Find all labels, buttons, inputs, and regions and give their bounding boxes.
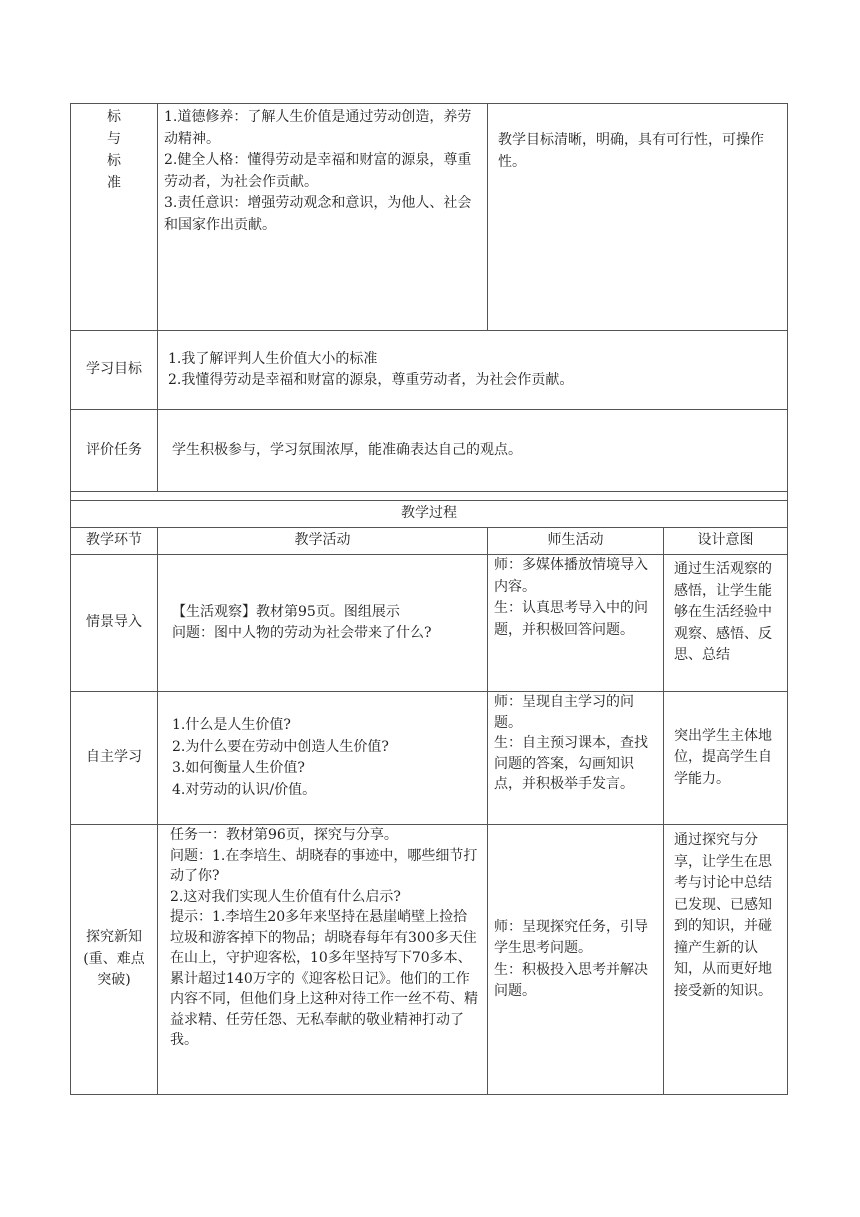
stage-cell (71, 825, 158, 1095)
activity-line: 任务一：教材第96页，探究与分享。 (170, 827, 398, 843)
comment-text: 教学目标清晰，明确，具有可行性，可操作性。 (498, 132, 764, 170)
spacer-row (71, 492, 788, 501)
interaction-cell (488, 555, 664, 692)
intent-cell: 通过生活观察的感悟，让学生能够在生活经验中观察、感悟、反思、总结 (664, 555, 788, 692)
interaction-line: 生：自主预习课本，查找问题的答案，勾画知识点，并积极举手发言。 (494, 735, 648, 792)
interaction-cell (488, 825, 664, 1095)
process-title: 教学过程 (71, 501, 788, 528)
objectives-content (158, 104, 488, 331)
objective-item: 3.责任意识：增强劳动观念和意识，为他人、社会和国家作出贡献。 (164, 195, 472, 233)
stage-cell: 情景导入 (71, 555, 158, 692)
lesson-plan-table (70, 103, 788, 1095)
evaluation-label: 评价任务 (71, 410, 158, 492)
header-activity: 教学活动 (158, 528, 488, 555)
activity-line: 问题：图中人物的劳动为社会带来了什么? (172, 625, 432, 641)
label-char: 标 (107, 153, 121, 169)
activity-line: 3.如何衡量人生价值? (172, 760, 305, 776)
study-goal-item: 1.我了解评判人生价值大小的标准 (168, 350, 378, 367)
interaction-line: 师：多媒体播放情境导入内容。 (494, 557, 648, 595)
header-stage: 教学环节 (71, 528, 158, 555)
objectives-comment (488, 104, 788, 331)
activity-line: 提示：1.李培生20多年来坚持在悬崖峭壁上捡拾垃圾和游客掉下的物品；胡晓春每年有300多天住在山上，守护迎客松，10多年坚持写下70多本、累计超过140万字的《迎客松日记》。他们的工作内容不同，但他们身上这种对待工作一丝不苟、精益求精、任劳任怨、无私奉献的敬业精神打动了我。 (170, 909, 478, 1048)
process-row (71, 692, 788, 825)
activity-line: 1.什么是人生价值? (172, 717, 291, 733)
header-intent: 设计意图 (664, 528, 788, 555)
stage-line: (重、难点 (83, 950, 145, 967)
study-goals-label: 学习目标 (71, 331, 158, 410)
objectives-label (71, 104, 158, 331)
study-goals-row (71, 331, 788, 410)
interaction-line: 生：积极投入思考并解决问题。 (494, 961, 648, 999)
stage-line: 探究新知 (86, 929, 142, 946)
spacer-cell (71, 492, 788, 501)
activity-cell (158, 825, 488, 1095)
activity-line: 问题：1.在李培生、胡晓春的事迹中，哪些细节打动了你? (170, 847, 478, 884)
header-interaction: 师生活动 (488, 528, 664, 555)
objectives-row (71, 104, 788, 331)
objective-item: 2.健全人格：懂得劳动是幸福和财富的源泉，尊重劳动者，为社会作贡献。 (164, 152, 472, 190)
interaction-line: 师：呈现探究任务，引导学生思考问题。 (494, 918, 648, 956)
evaluation-text: 学生积极参与，学习氛围浓厚，能准确表达自己的观点。 (158, 410, 788, 492)
activity-line: 2.为什么要在劳动中创造人生价值? (172, 738, 389, 755)
activity-cell (158, 692, 488, 825)
process-row (71, 825, 788, 1095)
activity-line: 2.这对我们实现人生价值有什么启示? (170, 888, 401, 905)
label-char: 与 (107, 131, 121, 147)
process-title-row (71, 501, 788, 528)
objective-item: 1.道德修养：了解人生价值是通过劳动创造，养劳动精神。 (164, 109, 472, 147)
intent-cell: 通过探究与分享，让学生在思考与讨论中总结已发现、已感知到的知识，并碰撞产生新的认知，从而更好地接受新的知识。 (664, 825, 788, 1095)
process-header-row (71, 528, 788, 555)
activity-cell (158, 555, 488, 692)
process-row (71, 555, 788, 692)
interaction-line: 生：认真思考导入中的问题，并积极回答问题。 (494, 600, 648, 638)
study-goals-content (158, 331, 788, 410)
interaction-line: 师：呈现自主学习的问题。 (494, 694, 634, 731)
interaction-cell (488, 692, 664, 825)
activity-line: 【生活观察】教材第95页。图组展示 (172, 603, 400, 620)
intent-cell: 突出学生主体地位，提高学生自学能力。 (664, 692, 788, 825)
study-goal-item: 2.我懂得劳动是幸福和财富的源泉，尊重劳动者，为社会作贡献。 (168, 372, 574, 388)
label-char: 标 (107, 109, 121, 125)
evaluation-row (71, 410, 788, 492)
stage-cell: 自主学习 (71, 692, 158, 825)
activity-line: 4.对劳动的认识/价值。 (172, 781, 317, 798)
label-char: 准 (107, 175, 121, 191)
stage-line: 突破) (97, 972, 131, 989)
